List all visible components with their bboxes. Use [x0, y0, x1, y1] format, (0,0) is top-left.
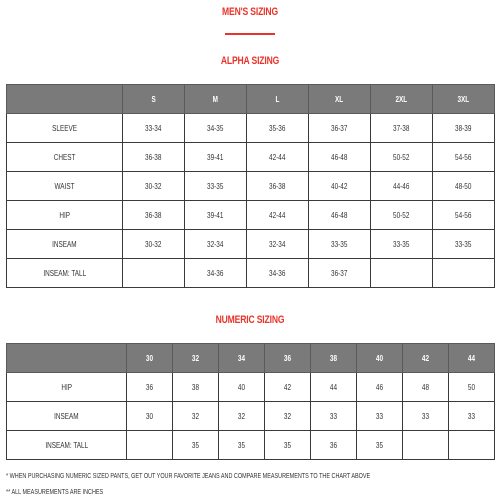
table-cell: 42-44 — [247, 201, 309, 230]
table-cell: 30-32 — [123, 172, 185, 201]
table-cell: 36-38 — [123, 201, 185, 230]
alpha-col-header: M — [185, 85, 247, 114]
row-label: WAIST — [7, 172, 123, 201]
page-title: MEN'S SIZING — [222, 6, 278, 18]
row-label: SLEEVE — [7, 114, 123, 143]
table-cell: 33-34 — [123, 114, 185, 143]
table-cell: 50-52 — [371, 143, 433, 172]
table-cell: 33 — [357, 402, 403, 431]
numeric-col-header: 34 — [219, 344, 265, 373]
numeric-col-header: 38 — [311, 344, 357, 373]
table-cell: 30 — [127, 402, 173, 431]
row-label: CHEST — [7, 143, 123, 172]
table-cell: 50 — [449, 373, 495, 402]
table-cell: 36 — [127, 373, 173, 402]
row-label: INSEAM — [7, 402, 127, 431]
table-cell: 33-35 — [433, 230, 495, 259]
table-cell: 40-42 — [309, 172, 371, 201]
table-cell: 34-36 — [247, 259, 309, 288]
table-cell: 32-34 — [185, 230, 247, 259]
footnote-numeric-pants: * WHEN PURCHASING NUMERIC SIZED PANTS, GET OUT YOUR FAVORITE JEANS AND COMPARE MEASUREMENTS TO THE CHART ABOVE — [6, 473, 371, 480]
alpha-corner-cell — [7, 85, 123, 114]
table-cell: 35 — [265, 431, 311, 460]
table-cell: 46-48 — [309, 143, 371, 172]
table-cell: 32 — [173, 402, 219, 431]
table-row — [7, 172, 495, 201]
table-cell: 32 — [265, 402, 311, 431]
alpha-col-header: 3XL — [433, 85, 495, 114]
table-cell: 36-38 — [123, 143, 185, 172]
numeric-col-header: 36 — [265, 344, 311, 373]
table-cell: 36-37 — [309, 259, 371, 288]
table-cell: 32 — [219, 402, 265, 431]
alpha-col-header: L — [247, 85, 309, 114]
table-cell: 33-35 — [309, 230, 371, 259]
table-row — [7, 201, 495, 230]
numeric-col-header: 30 — [127, 344, 173, 373]
table-cell: 34-35 — [185, 114, 247, 143]
table-row — [7, 259, 495, 288]
table-cell: 32-34 — [247, 230, 309, 259]
table-row — [7, 431, 495, 460]
table-cell: 35 — [219, 431, 265, 460]
table-cell: 38 — [173, 373, 219, 402]
table-cell: 33-35 — [371, 230, 433, 259]
table-cell: 50-52 — [371, 201, 433, 230]
table-cell: 33 — [311, 402, 357, 431]
table-cell — [449, 431, 495, 460]
numeric-col-header: 42 — [403, 344, 449, 373]
table-cell: 37-38 — [371, 114, 433, 143]
table-cell: 42-44 — [247, 143, 309, 172]
table-cell: 33 — [403, 402, 449, 431]
table-row — [7, 373, 495, 402]
table-cell — [371, 259, 433, 288]
footnote-measurements-inches: ** ALL MEASUREMENTS ARE INCHES — [6, 489, 104, 496]
table-cell: 39-41 — [185, 143, 247, 172]
table-row — [7, 114, 495, 143]
alpha-col-header: 2XL — [371, 85, 433, 114]
table-cell: 48-50 — [433, 172, 495, 201]
title-underline — [225, 33, 275, 35]
table-cell: 39-41 — [185, 201, 247, 230]
table-cell: 40 — [219, 373, 265, 402]
table-cell: 34-36 — [185, 259, 247, 288]
table-cell: 36-37 — [309, 114, 371, 143]
table-cell: 35-36 — [247, 114, 309, 143]
table-row — [7, 230, 495, 259]
numeric-col-header: 44 — [449, 344, 495, 373]
table-cell: 36-38 — [247, 172, 309, 201]
table-cell: 35 — [357, 431, 403, 460]
table-cell — [433, 259, 495, 288]
alpha-sizing-title: ALPHA SIZING — [220, 55, 280, 67]
alpha-col-header: XL — [309, 85, 371, 114]
table-cell: 33-35 — [185, 172, 247, 201]
table-cell — [123, 259, 185, 288]
table-cell — [403, 431, 449, 460]
table-cell — [127, 431, 173, 460]
table-cell: 35 — [173, 431, 219, 460]
table-cell: 44-46 — [371, 172, 433, 201]
alpha-col-header: S — [123, 85, 185, 114]
numeric-sizing-title: NUMERIC SIZING — [215, 314, 285, 326]
table-cell: 42 — [265, 373, 311, 402]
table-cell: 48 — [403, 373, 449, 402]
numeric-sizing-table — [6, 343, 495, 460]
row-label: HIP — [7, 373, 127, 402]
table-cell: 33 — [449, 402, 495, 431]
row-label: INSEAM: TALL — [7, 431, 127, 460]
table-cell: 54-56 — [433, 201, 495, 230]
table-cell: 44 — [311, 373, 357, 402]
table-row — [7, 143, 495, 172]
table-row — [7, 402, 495, 431]
table-cell: 38-39 — [433, 114, 495, 143]
alpha-sizing-table — [6, 84, 495, 288]
table-cell: 54-56 — [433, 143, 495, 172]
numeric-corner-cell — [7, 344, 127, 373]
table-cell: 36 — [311, 431, 357, 460]
row-label: HIP — [7, 201, 123, 230]
row-label: INSEAM — [7, 230, 123, 259]
numeric-col-header: 32 — [173, 344, 219, 373]
numeric-col-header: 40 — [357, 344, 403, 373]
row-label: INSEAM: TALL — [7, 259, 123, 288]
table-cell: 46 — [357, 373, 403, 402]
table-cell: 46-48 — [309, 201, 371, 230]
table-cell: 30-32 — [123, 230, 185, 259]
